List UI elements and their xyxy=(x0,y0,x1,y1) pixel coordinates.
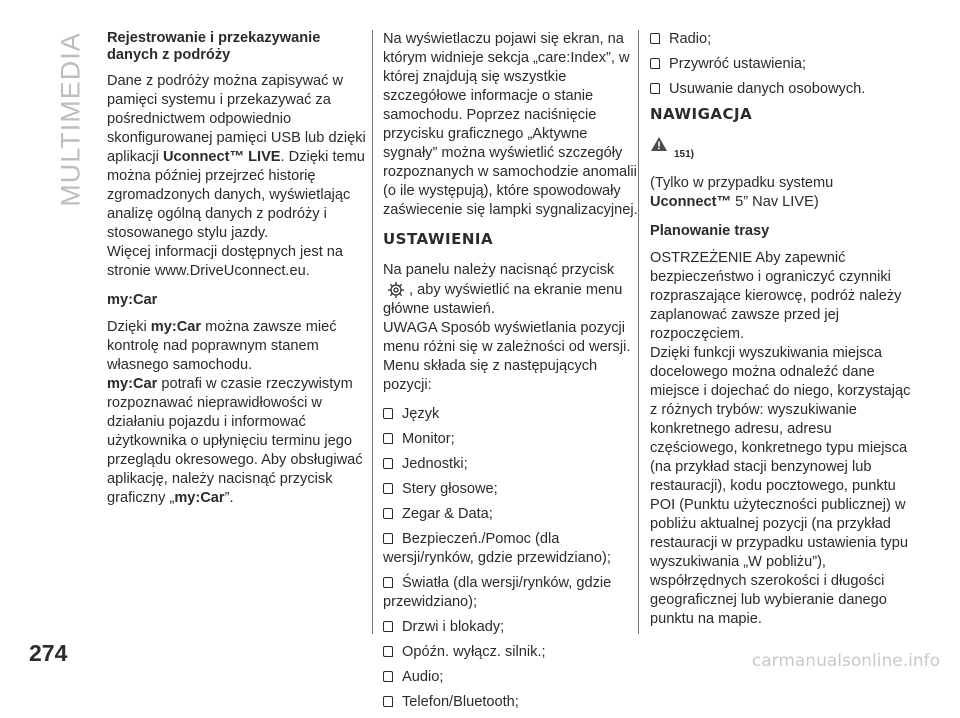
square-bullet-icon xyxy=(383,621,393,632)
square-bullet-icon xyxy=(383,483,393,494)
page-number: 274 xyxy=(29,640,68,666)
settings-menu-list xyxy=(383,405,645,712)
paragraph-settings: Na panelu należy nacisnąć przycisk , aby wyświetlić na ekranie menu główne ustawień. UWAGA Sposób wyświetlania pozycji menu różni się w zależności od wersji. Menu składa się z następujących pozycji: xyxy=(383,262,631,393)
section-title-settings: USTAWIENIA xyxy=(383,230,494,248)
list-item: Jednostki; xyxy=(383,455,645,474)
square-bullet-icon xyxy=(383,696,393,707)
column-left xyxy=(107,30,369,518)
column-divider xyxy=(372,30,373,634)
list-item: Monitor; xyxy=(383,430,645,449)
list-item: Drzwi i blokady; xyxy=(383,618,645,637)
paragraph-trip-data: Dane z podróży można zapisywać w pamięci systemu i przekazywać za pośrednictwem odpowiednio skonfigurowanej pamięci USB lub dzięki aplikacji Uconnect™ LIVE. Dzięki temu można później przejrzeć historię zgromadzonych danych, wyświetlając analizę ogólną danych z podróży i stosowanego stylu jazdy. Więcej informacji dostępnych jest na stronie www.DriveUconnect.eu. xyxy=(107,73,366,279)
list-item: Stery głosowe; xyxy=(383,480,645,499)
list-item: Audio; xyxy=(383,668,645,687)
list-item: Bezpieczeń./Pomoc (dla wersji/rynków, gdzie przewidziano); xyxy=(383,531,611,566)
warning-triangle-icon xyxy=(650,136,668,152)
heading-trip-data: Rejestrowanie i przekazywanie danych z podróży xyxy=(107,30,321,63)
list-item: Opóźn. wyłącz. silnik.; xyxy=(383,643,645,662)
square-bullet-icon xyxy=(383,577,393,588)
list-item: Przywróć ustawienia; xyxy=(650,55,912,74)
list-item: Usuwanie danych osobowych. xyxy=(650,80,912,99)
paragraph-care-index: Na wyświetlaczu pojawi się ekran, na którym widnieje sekcja „care:Index”, w której znajdują się wszystkie szczegółowe informacje o stanie samochodu. Poprzez naciśnięcie przycisku graficznego „Aktywne sygnały” można wyświetlić szczegóły rozpoznanych w samochodzie anomalii (o ile występują), które spowodowały zaświecenie się lampki sygnalizacyjnej. xyxy=(383,31,638,218)
section-title-navigation: NAWIGACJA xyxy=(650,105,753,123)
square-bullet-icon xyxy=(650,58,660,69)
square-bullet-icon xyxy=(383,458,393,469)
gear-icon xyxy=(385,280,407,300)
section-side-tab: MULTIMEDIA xyxy=(55,32,86,207)
square-bullet-icon xyxy=(383,671,393,682)
paragraph-mycar: Dzięki my:Car można zawsze mieć kontrolę nad poprawnym stanem własnego samochodu. my:Car potrafi w czasie rzeczywistym rozpoznawać nieprawidłowości w działaniu pojazdu i informować użytkownika o upłynięciu terminu jego przeglądu okresowego. Aby obsługiwać aplikację, należy nacisnąć przycisk graficzny „my:Car”. xyxy=(107,319,363,506)
heading-route-planning: Planowanie trasy xyxy=(650,223,770,239)
paragraph-availability: (Tylko w przypadku systemu Uconnect™ 5” Nav LIVE) xyxy=(650,175,834,210)
square-bullet-icon xyxy=(383,646,393,657)
column-middle xyxy=(383,30,645,718)
list-item: Telefon/Bluetooth; xyxy=(383,693,645,712)
square-bullet-icon xyxy=(650,33,660,44)
square-bullet-icon xyxy=(650,83,660,94)
list-item: Zegar & Data; xyxy=(383,505,645,524)
settings-menu-list-continued xyxy=(650,30,912,99)
list-item: Światła (dla wersji/rynków, gdzie przewidziano); xyxy=(383,575,612,610)
square-bullet-icon xyxy=(383,408,393,419)
list-item: Radio; xyxy=(650,30,912,49)
square-bullet-icon xyxy=(383,508,393,519)
paragraph-navigation: OSTRZEŻENIE Aby zapewnić bezpieczeństwo i ograniczyć czynniki rozpraszające kierowcę, podróż należy zaplanować zawsze przed jej rozpoczęciem. Dzięki funkcji wyszukiwania miejsca docelowego można odnaleźć dane miejsce i dojechać do niego, korzystając z różnych trybów: wyszukiwanie konkretnego adresu, adresu częściowego, konkretnego typu miejsca (na przykład stacji benzynowej lub restauracji), kodu pocztowego, punktu POI (Punktu użyteczności publicznej) w pobliżu aktualnej pozycji (na przykład restauracji w przypadku ustawienia typu wyszukiwania „W pobliżu”), współrzędnych szerokości i długości geograficznej lub wybieranie danego punktu na mapie. xyxy=(650,250,911,627)
list-item: Język xyxy=(383,405,645,424)
square-bullet-icon xyxy=(383,533,393,544)
warning-reference: 151) xyxy=(650,136,912,164)
square-bullet-icon xyxy=(383,433,393,444)
watermark: carmanualsonline.info xyxy=(751,651,940,671)
heading-mycar: my:Car xyxy=(107,292,158,308)
column-right xyxy=(650,30,912,639)
